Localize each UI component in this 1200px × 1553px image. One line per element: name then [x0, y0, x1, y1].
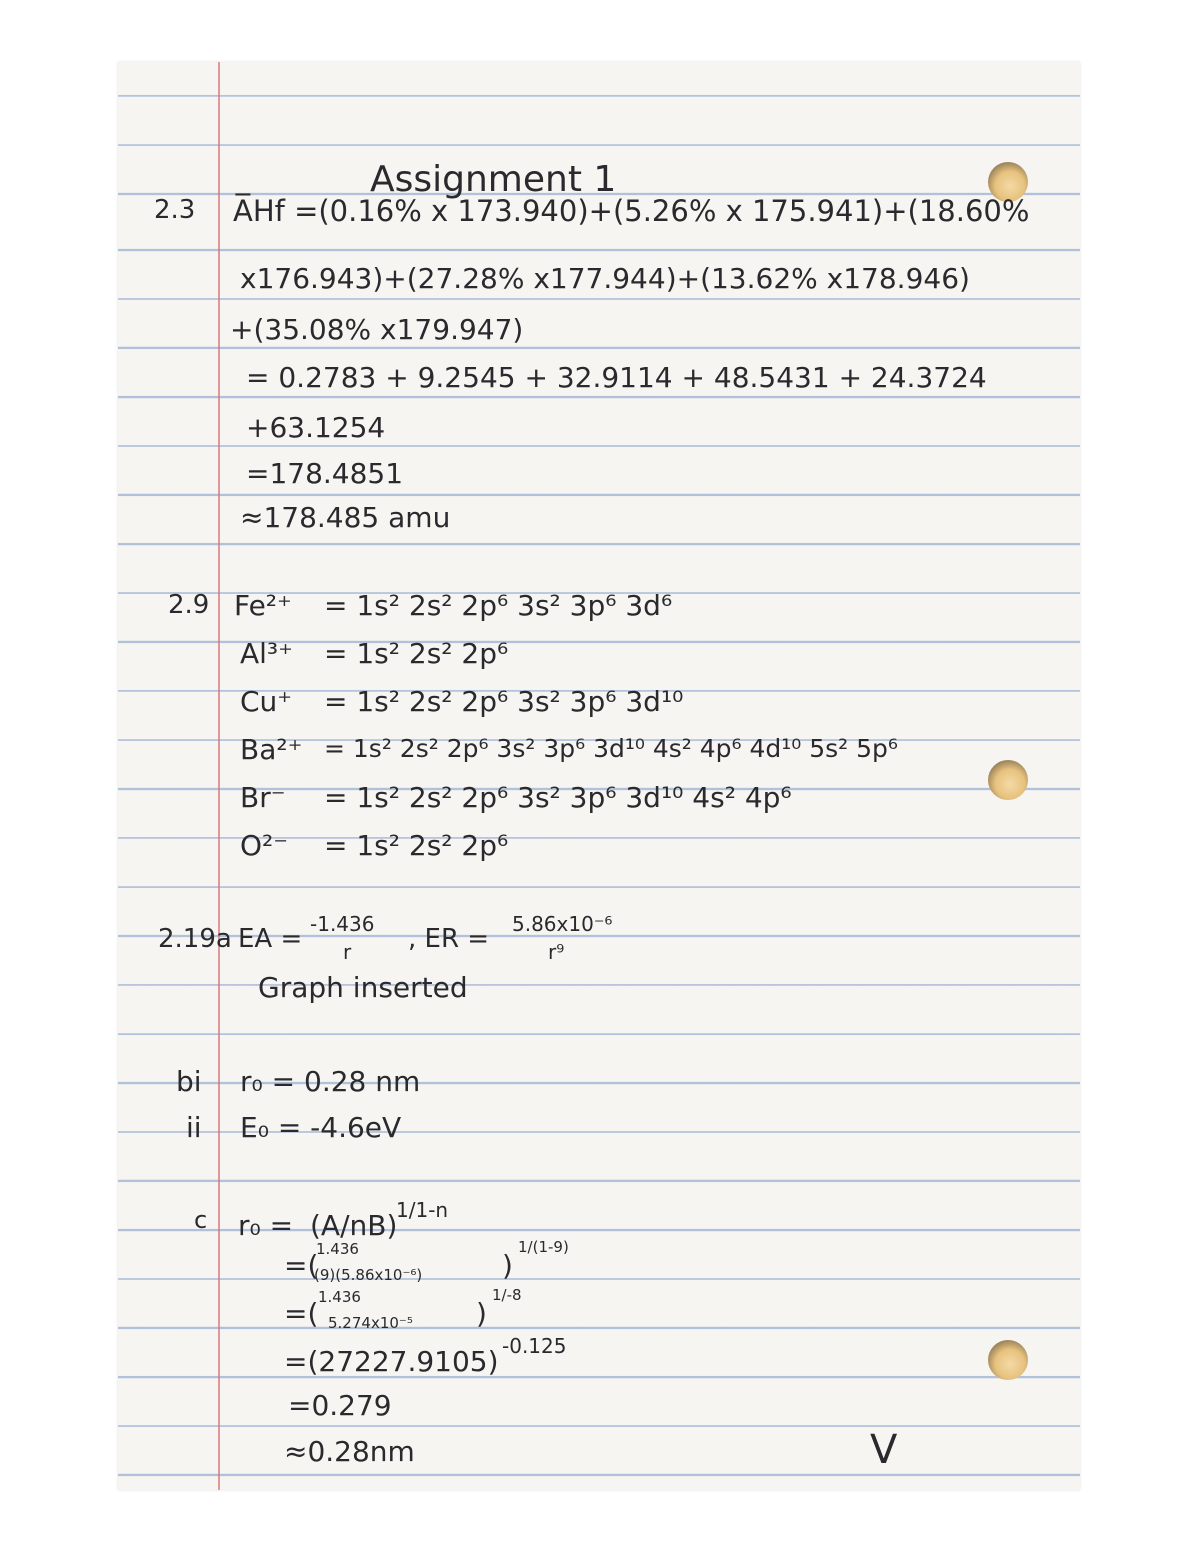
c-line2-denominator: (9)(5.86x10⁻⁶): [314, 1266, 423, 1284]
punch-hole: [988, 760, 1028, 800]
c-line1-exponent: 1/1-n: [396, 1198, 449, 1222]
er-numerator: 5.86x10⁻⁶: [512, 912, 613, 936]
c-line2-exponent: 1/(1-9): [518, 1238, 569, 1256]
ea-denominator: r: [343, 940, 352, 964]
question-2-9-number: 2.9: [168, 590, 210, 620]
graph-note: Graph inserted: [258, 971, 468, 1004]
c-line2-close: ): [502, 1249, 513, 1282]
c-final-answer: ≈0.28nm: [284, 1435, 415, 1468]
q2-3-line-4: = 0.2783 + 9.2545 + 32.9114 + 48.5431 + 24.3724: [246, 361, 987, 394]
question-2-19a-number: 2.19a: [158, 924, 232, 954]
c-line1-formula: (A/nB): [310, 1209, 398, 1242]
c-line3-numerator: 1.436: [318, 1288, 361, 1306]
c-line5: =0.279: [288, 1389, 392, 1422]
ion-label: Br⁻: [240, 781, 286, 814]
electron-config: = 1s² 2s² 2p⁶: [324, 829, 509, 862]
punch-hole: [988, 1340, 1028, 1380]
q2-3-line-3: +(35.08% x179.947): [230, 313, 524, 346]
ion-label: O²⁻: [240, 829, 289, 862]
c-line1-lhs: r₀ =: [238, 1209, 294, 1242]
electron-config: = 1s² 2s² 2p⁶ 3s² 3p⁶ 3d¹⁰ 4s² 4p⁶: [324, 781, 792, 814]
part-ii-text: E₀ = -4.6eV: [240, 1111, 402, 1144]
electron-config: = 1s² 2s² 2p⁶ 3s² 3p⁶ 3d⁶: [324, 589, 673, 622]
c-line4: =(27227.9105): [284, 1345, 499, 1378]
question-2-3-number: 2.3: [154, 195, 196, 225]
q2-3-answer: ≈178.485 amu: [240, 501, 451, 534]
part-c-label: c: [194, 1206, 208, 1234]
ion-label: Al³⁺: [240, 637, 293, 670]
ea-numerator: -1.436: [310, 912, 375, 936]
c-line3-denominator: 5.274x10⁻⁵: [328, 1314, 413, 1332]
notebook-page: [118, 62, 1080, 1490]
ion-label: Ba²⁺: [240, 733, 303, 766]
margin-line: [218, 62, 220, 1490]
er-label: , ER =: [408, 924, 490, 954]
er-denominator: r⁹: [548, 940, 565, 964]
c-line2-numerator: 1.436: [316, 1240, 359, 1258]
electron-config: = 1s² 2s² 2p⁶ 3s² 3p⁶ 3d¹⁰ 4s² 4p⁶ 4d¹⁰ 5s² 5p⁶: [324, 734, 898, 763]
ion-label: Fe²⁺: [234, 589, 292, 622]
c-line3-open: =(: [284, 1297, 319, 1330]
check-mark: V: [870, 1427, 898, 1473]
ion-label: Cu⁺: [240, 685, 293, 718]
part-bi-label: bi: [176, 1065, 202, 1098]
electron-config: = 1s² 2s² 2p⁶: [324, 637, 509, 670]
q2-3-line-5: +63.1254: [246, 411, 386, 444]
part-ii-label: ii: [186, 1111, 202, 1144]
ea-label: EA =: [238, 924, 303, 954]
c-line3-close: ): [476, 1297, 487, 1330]
c-line4-exponent: -0.125: [502, 1334, 567, 1358]
electron-config: = 1s² 2s² 2p⁶ 3s² 3p⁶ 3d¹⁰: [324, 685, 684, 718]
part-bi-text: r₀ = 0.28 nm: [240, 1065, 421, 1098]
c-line2-open: =(: [284, 1249, 319, 1282]
q2-3-line-2: x176.943)+(27.28% x177.944)+(13.62% x178.946): [240, 262, 970, 295]
q2-3-line-6: =178.4851: [246, 457, 404, 490]
assignment-title: Assignment 1: [370, 159, 617, 200]
c-line3-exponent: 1/-8: [492, 1286, 522, 1304]
q2-3-line-1: A̅Hf =(0.16% x 173.940)+(5.26% x 175.941)+(18.60%: [233, 194, 1030, 228]
